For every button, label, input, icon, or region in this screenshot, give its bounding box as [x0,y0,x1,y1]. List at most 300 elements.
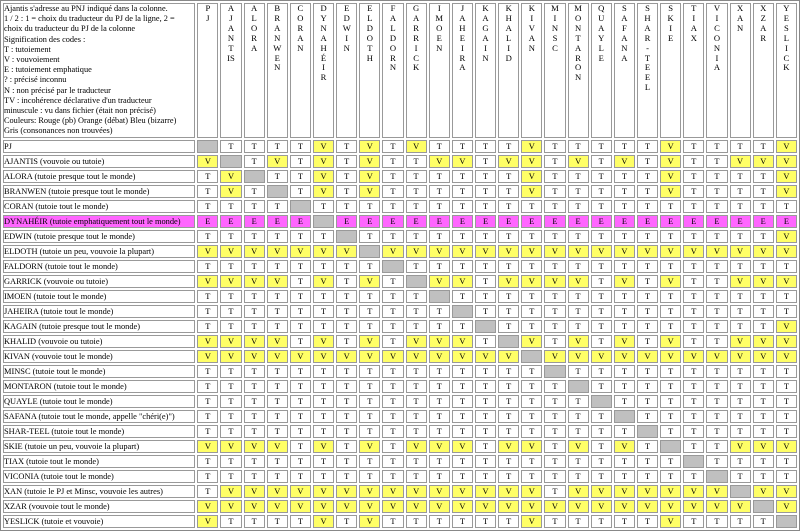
code-cell: T [359,380,380,393]
legend-line: minuscule : vu dans fichier (était non précisé) [4,106,156,116]
code-cell: V [521,485,542,498]
code-cell: V [568,155,589,168]
column-header [544,3,565,138]
code-cell: T [730,425,751,438]
diagonal-cell [359,245,380,258]
code-cell: T [683,440,704,453]
code-cell: T [359,365,380,378]
diagonal-cell [660,440,681,453]
column-header-label: FALDORN [389,3,397,73]
code-cell: T [336,200,357,213]
code-cell: V [336,485,357,498]
code-cell: T [753,395,774,408]
code-cell: T [730,320,751,333]
code-cell: T [290,440,311,453]
code-cell: T [591,515,612,528]
code-cell: E [683,215,704,228]
code-cell: T [382,455,403,468]
code-cell: T [429,425,450,438]
code-cell: V [452,440,473,453]
code-cell: V [313,170,334,183]
code-cell: T [452,410,473,423]
code-cell: V [359,500,380,513]
code-cell: T [267,395,288,408]
code-cell: E [452,215,473,228]
diagonal-cell [776,515,797,528]
code-cell: V [406,440,427,453]
code-cell: T [568,140,589,153]
code-cell: T [336,470,357,483]
code-cell: V [452,335,473,348]
code-cell: T [382,155,403,168]
code-cell: V [406,335,427,348]
code-cell: E [290,215,311,228]
code-cell: T [429,200,450,213]
code-cell: T [544,425,565,438]
code-cell: T [359,260,380,273]
code-cell: T [521,260,542,273]
diagonal-cell [498,335,519,348]
code-cell: T [244,365,265,378]
code-cell: T [637,365,658,378]
code-cell: T [197,230,218,243]
code-cell: V [290,245,311,258]
code-cell: T [591,305,612,318]
code-cell: E [660,215,681,228]
code-cell: V [521,245,542,258]
code-cell: V [568,440,589,453]
code-cell: T [382,140,403,153]
column-header [452,3,473,138]
column-header-label: KAGAIN [482,3,489,63]
code-cell: V [498,440,519,453]
code-cell: T [475,305,496,318]
code-cell: T [706,170,727,183]
row-label: SKIE (tutoie un peu, vouvoie la plupart) [3,440,195,453]
legend-line: Gris (consonances non trouvées) [4,126,113,136]
code-cell: T [637,455,658,468]
code-cell: T [336,380,357,393]
code-cell: T [197,290,218,303]
code-cell: T [429,260,450,273]
code-cell: T [776,290,797,303]
row-label: AJANTIS (vouvoie ou tutoie) [3,155,195,168]
code-cell: E [568,215,589,228]
code-cell: V [197,275,218,288]
code-cell: T [475,365,496,378]
code-cell: T [544,185,565,198]
code-cell: T [637,185,658,198]
code-cell: T [683,155,704,168]
code-cell: V [452,350,473,363]
code-cell: V [429,335,450,348]
code-cell: T [475,395,496,408]
code-cell: V [359,155,380,168]
code-cell: T [591,290,612,303]
code-cell: T [568,425,589,438]
code-cell: T [382,425,403,438]
column-header-label: EDWIN [342,3,351,53]
code-cell: E [776,215,797,228]
column-header [776,3,797,138]
code-cell: V [660,140,681,153]
code-cell: T [753,185,774,198]
code-cell: V [776,335,797,348]
code-cell: T [290,290,311,303]
code-cell: V [359,335,380,348]
code-cell: T [267,320,288,333]
code-cell: T [452,365,473,378]
code-cell: T [591,470,612,483]
code-cell: T [498,455,519,468]
column-header [614,3,635,138]
code-cell: V [359,440,380,453]
code-cell: T [753,290,774,303]
code-cell: T [544,515,565,528]
code-cell: V [197,440,218,453]
code-cell: T [544,320,565,333]
code-cell: T [220,320,241,333]
code-cell: T [244,425,265,438]
code-cell: T [591,335,612,348]
code-cell: V [267,275,288,288]
code-cell: V [706,500,727,513]
code-cell: T [406,455,427,468]
code-cell: T [382,185,403,198]
code-cell: T [475,185,496,198]
code-cell: V [591,485,612,498]
code-cell: T [429,170,450,183]
code-cell: T [660,395,681,408]
code-cell: T [498,395,519,408]
code-cell: T [614,425,635,438]
code-cell: T [591,185,612,198]
code-cell: V [521,500,542,513]
column-header [591,3,612,138]
code-cell: T [660,365,681,378]
row-label: BRANWEN (tutoie presque tout le monde) [3,185,195,198]
code-cell: T [498,140,519,153]
code-cell: T [290,335,311,348]
code-cell: V [244,440,265,453]
code-cell: T [336,440,357,453]
code-cell: T [591,230,612,243]
diagonal-cell [429,290,450,303]
code-cell: V [267,500,288,513]
diagonal-cell [197,140,218,153]
code-cell: V [521,185,542,198]
code-cell: T [568,395,589,408]
code-cell: T [591,380,612,393]
diagonal-cell [290,200,311,213]
column-header [382,3,403,138]
code-cell: T [359,455,380,468]
code-cell: T [660,410,681,423]
column-header-label: CORAN [297,3,304,53]
code-cell: T [568,200,589,213]
code-cell: V [776,350,797,363]
diagonal-cell [637,425,658,438]
code-cell: V [429,500,450,513]
code-cell: T [753,365,774,378]
code-cell: T [683,200,704,213]
code-cell: T [313,365,334,378]
code-cell: T [406,170,427,183]
table-row [3,200,797,213]
code-cell: T [753,515,774,528]
row-label: MONTARON (tutoie tout le monde) [3,380,195,393]
code-cell: T [336,185,357,198]
code-cell: T [406,365,427,378]
code-cell: V [452,245,473,258]
code-cell: T [197,395,218,408]
code-cell: T [683,470,704,483]
code-cell: T [267,305,288,318]
table-row [3,380,797,393]
code-cell: V [776,245,797,258]
code-cell: V [521,275,542,288]
code-cell: T [382,515,403,528]
legend-line: choix du traducteur du PJ de la colonne [4,24,136,34]
code-cell: T [429,395,450,408]
code-cell: T [267,470,288,483]
table-row [3,305,797,318]
code-cell: T [475,275,496,288]
code-cell: E [637,215,658,228]
code-cell: T [267,365,288,378]
code-cell: T [267,260,288,273]
diagonal-cell [591,395,612,408]
row-label: YESLICK (tutoie et vouvoie) [3,515,195,528]
table-row [3,350,797,363]
code-cell: T [568,170,589,183]
code-cell: T [637,275,658,288]
code-cell: T [336,140,357,153]
code-cell: T [475,290,496,303]
code-cell: V [568,500,589,513]
code-cell: T [614,470,635,483]
diagonal-cell [730,485,751,498]
code-cell: T [313,455,334,468]
code-cell: T [197,410,218,423]
code-cell: V [614,440,635,453]
legend-line: Couleurs: Rouge (pb) Orange (débat) Bleu (bizarre) [4,116,177,126]
code-cell: V [359,515,380,528]
legend-line: ? : précisé inconnu [4,75,67,85]
code-cell: T [591,365,612,378]
diagonal-cell [406,275,427,288]
row-label: XAN (tutoie le PJ et Minsc, vouvoie les autres) [3,485,195,498]
code-cell: T [406,470,427,483]
column-header [197,3,218,138]
code-cell: T [336,410,357,423]
code-cell: V [475,500,496,513]
code-cell: V [313,485,334,498]
code-cell: T [290,380,311,393]
code-cell: T [220,410,241,423]
code-cell: T [336,515,357,528]
code-cell: T [591,140,612,153]
code-cell: T [429,470,450,483]
code-cell: T [336,305,357,318]
code-cell: V [429,155,450,168]
code-cell: T [591,455,612,468]
code-cell: T [452,515,473,528]
code-cell: E [359,215,380,228]
code-cell: T [614,170,635,183]
code-cell: T [776,365,797,378]
code-cell: T [197,365,218,378]
code-cell: T [382,305,403,318]
code-cell: T [683,515,704,528]
code-cell: E [406,215,427,228]
code-cell: T [220,290,241,303]
code-cell: T [614,455,635,468]
code-cell: T [267,410,288,423]
table-row [3,365,797,378]
code-cell: T [359,425,380,438]
code-cell: T [382,275,403,288]
code-cell: T [267,455,288,468]
code-cell: V [568,485,589,498]
column-header [730,3,751,138]
column-header-label: BRANWEN [273,3,282,73]
code-cell: V [753,335,774,348]
code-cell: V [382,500,403,513]
code-cell: T [568,185,589,198]
code-cell: V [475,245,496,258]
code-cell: T [498,410,519,423]
code-cell: V [637,350,658,363]
code-cell: T [544,170,565,183]
code-cell: T [568,305,589,318]
column-header-label: QUAYLE [598,3,605,63]
code-cell: T [429,230,450,243]
column-header-label: GARRICK [413,3,420,73]
code-cell: T [521,410,542,423]
code-cell: T [706,425,727,438]
code-cell: T [544,380,565,393]
code-cell: T [290,470,311,483]
code-cell: T [730,260,751,273]
column-header [521,3,542,138]
code-cell: T [498,320,519,333]
code-cell: T [244,455,265,468]
code-cell: T [336,275,357,288]
code-cell: V [660,350,681,363]
row-label: JAHEIRA (tutoie tout le monde) [3,305,195,318]
code-cell: T [753,170,774,183]
table-row [3,230,797,243]
row-label: CORAN (tutoie tout le monde) [3,200,195,213]
code-cell: V [313,185,334,198]
code-cell: T [313,200,334,213]
code-cell: V [614,275,635,288]
code-cell: T [521,200,542,213]
code-cell: V [776,485,797,498]
column-header-label: ELDOTH [366,3,373,63]
code-cell: E [382,215,403,228]
code-cell: E [706,215,727,228]
code-cell: T [452,170,473,183]
code-cell: V [498,350,519,363]
code-cell: V [568,275,589,288]
code-cell: T [244,230,265,243]
code-cell: V [429,245,450,258]
code-cell: V [313,155,334,168]
table-row [3,425,797,438]
code-cell: V [382,350,403,363]
code-cell: T [683,335,704,348]
code-cell: T [706,515,727,528]
code-cell: T [753,230,774,243]
legend-line: V : vouvoiement [4,55,60,65]
row-label: KIVAN (vouvoie tout le monde) [3,350,195,363]
code-cell: T [475,440,496,453]
code-cell: T [568,260,589,273]
code-cell: T [544,290,565,303]
code-cell: T [406,200,427,213]
code-cell: T [290,155,311,168]
code-cell: T [591,260,612,273]
code-cell: T [706,335,727,348]
code-cell: T [452,290,473,303]
code-cell: T [544,335,565,348]
code-cell: T [706,155,727,168]
code-cell: T [382,380,403,393]
code-cell: T [591,440,612,453]
code-cell: V [660,185,681,198]
code-cell: E [544,215,565,228]
row-label: ELDOTH (tutoie un peu, vouvoie la plupart) [3,245,195,258]
code-cell: V [406,245,427,258]
code-cell: T [753,470,774,483]
code-cell: T [637,335,658,348]
code-cell: T [197,425,218,438]
code-cell: E [267,215,288,228]
diagonal-cell [475,320,496,333]
code-cell: V [660,245,681,258]
code-cell: T [313,260,334,273]
column-header-label: MONTARON [574,3,582,83]
code-cell: T [452,185,473,198]
code-cell: V [776,170,797,183]
code-cell: T [753,425,774,438]
code-cell: T [637,290,658,303]
code-cell: T [498,380,519,393]
code-cell: V [359,485,380,498]
code-cell: T [475,380,496,393]
column-header [406,3,427,138]
code-cell: T [429,320,450,333]
code-cell: T [637,410,658,423]
code-cell: T [406,380,427,393]
code-cell: V [220,185,241,198]
code-cell: T [267,425,288,438]
table-row [3,485,797,498]
code-cell: V [267,335,288,348]
code-cell: T [591,425,612,438]
code-cell: T [359,290,380,303]
code-cell: V [197,245,218,258]
row-label: QUAYLE (tutoie tout le monde) [3,395,195,408]
code-cell: V [359,275,380,288]
code-cell: T [730,230,751,243]
code-cell: T [290,410,311,423]
code-cell: E [498,215,519,228]
column-header [683,3,704,138]
code-cell: T [730,140,751,153]
